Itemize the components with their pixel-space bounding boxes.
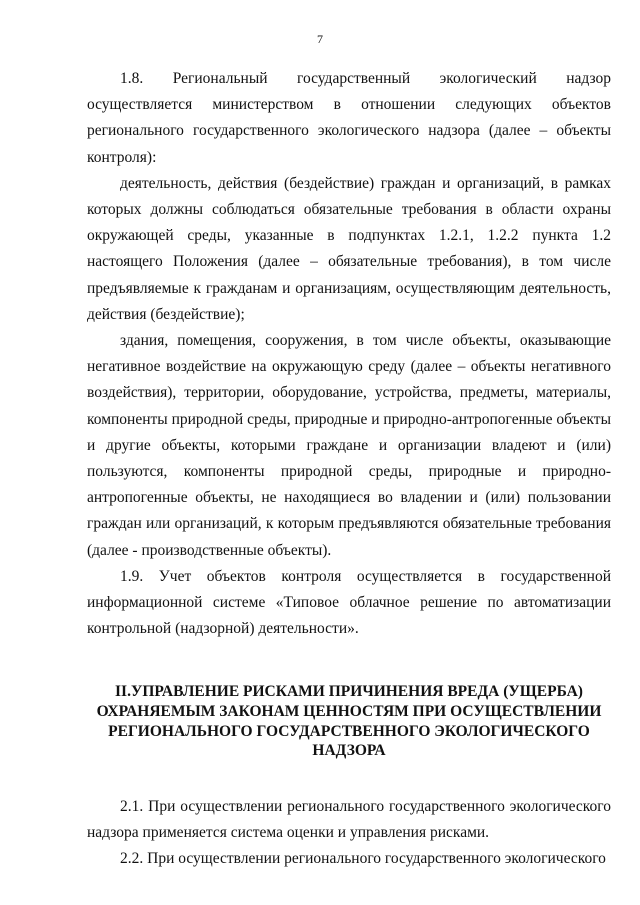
paragraph-1-9: 1.9. Учет объектов контроля осуществляется в государственной информационной системе «Типовое облачное решение по автоматизации контрольной (надзорной) деятельности». (87, 567, 611, 638)
section-heading-line: НАДЗОРА (312, 742, 386, 760)
paragraph-1-8: 1.8. Региональный государственный экологический надзор осуществляется министерством в отношении следующих объектов регионального государственного экологического надзора (далее – объекты контроля): (87, 70, 611, 166)
section-heading-line: ОХРАНЯЕМЫМ ЗАКОНАМ ЦЕННОСТЯМ ПРИ ОСУЩЕСТВЛЕНИИ (96, 703, 602, 721)
paragraph-2-2: 2.2. При осуществлении регионального государственного экологического (120, 850, 606, 868)
section-heading-line: РЕГИОНАЛЬНОГО ГОСУДАРСТВЕННОГО ЭКОЛОГИЧЕСКОГО (108, 722, 590, 740)
document-body (87, 66, 611, 872)
page-number: 7 (317, 32, 323, 46)
section-heading-line: II.УПРАВЛЕНИЕ РИСКАМИ ПРИЧИНЕНИЯ ВРЕДА (УЩЕРБА) (115, 683, 583, 701)
paragraph-activity: деятельность, действия (бездействие) граждан и организаций, в рамках которых должны соблюдаться обязательные требования в области охраны окружающей среды, указанные в подпунктах 1.2.1, 1.2.2 пункта 1.2 настоящего Положения (далее – обязательные требования), в том числе предъявляемые к гражданам и организациям, осуществляющим деятельность, действия (бездействие); (87, 174, 611, 323)
paragraph-buildings: здания, помещения, сооружения, в том числе объекты, оказывающие негативное воздействие на окружающую среду (далее – объекты негативного воздействия), территории, оборудование, устройства, предметы, материалы, компоненты природной среды, природные и природно-антропогенные объекты и другие объекты, которыми граждане и организации владеют и (или) пользуются, компоненты природной среды, природные и природно-антропогенные объекты, не находящиеся во владении и (или) пользовании граждан или организаций, к которым предъявляются обязательные требования (далее - производственные объекты). (87, 332, 611, 559)
section-heading (87, 682, 611, 760)
paragraph-2-1: 2.1. При осуществлении регионального государственного экологического надзора применяется система оценки и управления рисками. (87, 797, 611, 842)
